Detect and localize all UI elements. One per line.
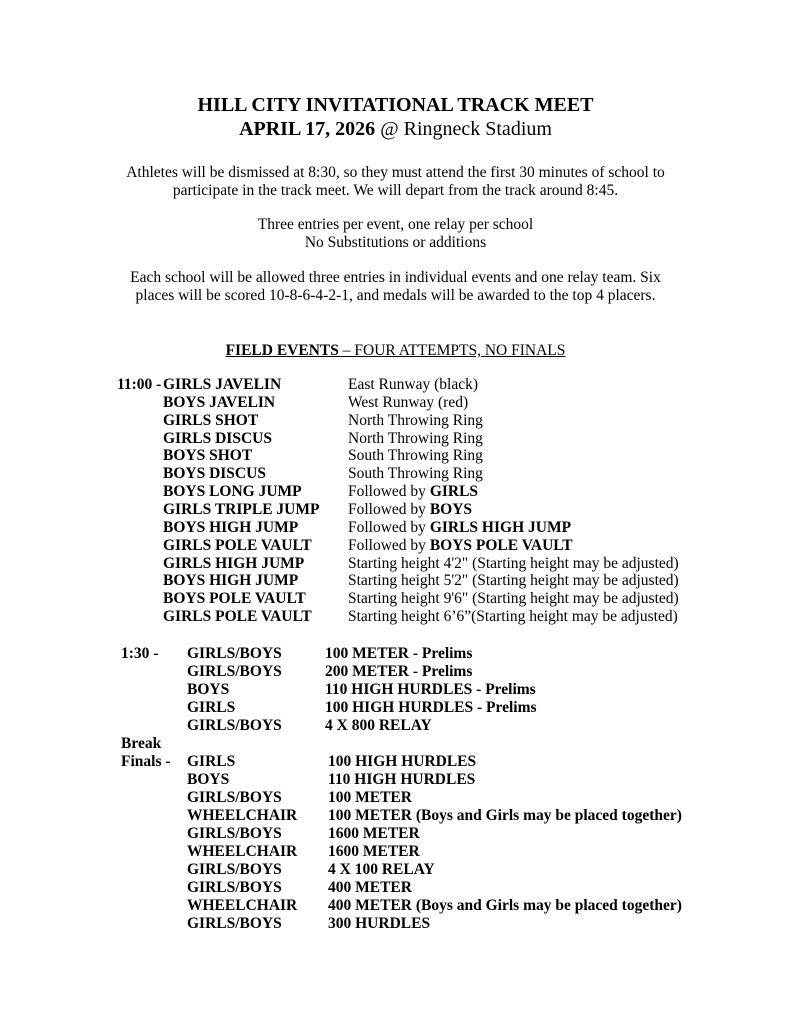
entries-paragraph <box>0 216 791 252</box>
prelim-event: 200 METER - Prelims <box>325 662 473 680</box>
final-group: GIRLS/BOYS <box>187 824 282 842</box>
field-event-location-text: West Runway (red) <box>348 393 469 411</box>
final-group: WHEELCHAIR <box>187 806 298 824</box>
final-event: 1600 METER <box>328 824 420 842</box>
final-group: GIRLS/BOYS <box>187 914 282 932</box>
field-event-location-text: Starting height 5'2" (Starting height may be adjusted) <box>348 572 679 590</box>
prelim-group: GIRLS/BOYS <box>187 662 282 680</box>
prelim-group: GIRLS/BOYS <box>187 716 282 734</box>
field-event-location-text: South Throwing Ring <box>348 465 483 483</box>
entries-line-1: Three entries per event, one relay per school <box>257 216 534 233</box>
field-event-name: BOYS HIGH JUMP <box>163 572 299 590</box>
field-event-location-followup: GIRLS <box>429 483 479 501</box>
field-events-heading-bold: FIELD EVENTS <box>225 342 339 359</box>
field-event-location-text: Followed by <box>348 518 430 536</box>
prelim-group: BOYS <box>187 680 230 698</box>
scoring-paragraph <box>0 269 791 305</box>
field-event-location-followup: BOYS <box>429 500 473 518</box>
final-group: GIRLS/BOYS <box>187 788 282 806</box>
field-event-name: GIRLS TRIPLE JUMP <box>163 500 320 518</box>
field-event-location-followup: BOYS POLE VAULT <box>429 536 573 554</box>
prelims-start-time: 1:30 - <box>121 645 159 662</box>
field-event-location <box>348 483 478 501</box>
prelim-event: 4 X 800 RELAY <box>325 716 432 734</box>
field-event-location-text: Followed by <box>348 500 430 518</box>
field-event-name: BOYS SHOT <box>163 447 253 465</box>
final-event: 400 METER (Boys and Girls may be placed together) <box>328 896 682 914</box>
meet-date: APRIL 17, 2026 <box>239 118 376 140</box>
field-event-location <box>348 412 483 430</box>
scoring-line-1: Each school will be allowed three entries in individual events and one relay team. Six <box>130 269 661 286</box>
field-event-location <box>348 519 571 537</box>
field-event-location-text: South Throwing Ring <box>348 447 483 465</box>
final-event: 100 METER (Boys and Girls may be placed together) <box>328 806 682 824</box>
prelim-event: 100 HIGH HURDLES - Prelims <box>325 698 537 716</box>
final-event: 1600 METER <box>328 842 420 860</box>
dismissal-line-1: Athletes will be dismissed at 8:30, so they must attend the first 30 minutes of school to <box>126 164 665 181</box>
field-event-name: GIRLS JAVELIN <box>163 376 282 393</box>
prelim-event: 100 METER - Prelims <box>325 645 473 662</box>
final-group: GIRLS/BOYS <box>187 878 282 896</box>
field-event-location <box>348 430 483 448</box>
field-event-name: GIRLS HIGH JUMP <box>163 554 305 572</box>
field-event-location <box>348 555 679 573</box>
field-events-start-time: 11:00 - <box>117 376 162 393</box>
field-event-location-text: Followed by <box>348 483 430 501</box>
meet-venue: @ Ringneck Stadium <box>375 118 552 140</box>
final-group: GIRLS/BOYS <box>187 860 282 878</box>
field-event-location <box>348 537 573 555</box>
field-event-location-text: North Throwing Ring <box>348 429 483 447</box>
field-event-name: BOYS POLE VAULT <box>163 590 306 608</box>
field-event-location-followup: GIRLS HIGH JUMP <box>429 518 572 536</box>
final-event: 100 HIGH HURDLES <box>328 753 477 770</box>
break-label: Break <box>121 735 162 752</box>
field-event-location-text: North Throwing Ring <box>348 411 483 429</box>
final-event: 300 HURDLES <box>328 914 431 932</box>
final-group: GIRLS <box>187 753 236 770</box>
scoring-line-2: places will be scored 10-8-6-4-2-1, and medals will be awarded to the top 4 placers. <box>135 287 656 304</box>
field-event-name: BOYS LONG JUMP <box>163 483 302 501</box>
dismissal-paragraph <box>0 164 791 200</box>
field-event-location <box>348 394 468 412</box>
field-event-location <box>348 608 678 626</box>
entries-line-2: No Substitutions or additions <box>304 234 487 251</box>
page-title <box>0 93 791 141</box>
final-event: 4 X 100 RELAY <box>328 860 435 878</box>
final-event: 110 HIGH HURDLES <box>328 770 476 788</box>
field-event-location <box>348 465 483 483</box>
final-group: WHEELCHAIR <box>187 842 298 860</box>
field-event-location <box>348 376 478 394</box>
final-event: 100 METER <box>328 788 412 806</box>
field-event-name: GIRLS SHOT <box>163 411 259 429</box>
field-event-name: GIRLS POLE VAULT <box>163 608 312 626</box>
field-events-heading <box>0 342 791 360</box>
field-event-name: BOYS DISCUS <box>163 465 266 483</box>
field-event-name: GIRLS POLE VAULT <box>163 536 312 554</box>
field-event-location-text: Starting height 6’6”(Starting height may be adjusted) <box>348 608 678 626</box>
field-event-location-text: Starting height 9'6" (Starting height may be adjusted) <box>348 590 679 608</box>
finals-label: Finals - <box>121 753 171 770</box>
dismissal-line-2: participate in the track meet. We will depart from the track around 8:45. <box>172 182 619 199</box>
title-line-2 <box>0 117 791 141</box>
final-group: BOYS <box>187 770 230 788</box>
field-event-name: BOYS JAVELIN <box>163 393 276 411</box>
title-line-1: HILL CITY INVITATIONAL TRACK MEET <box>197 94 594 116</box>
prelim-event: 110 HIGH HURDLES - Prelims <box>325 680 536 698</box>
final-group: WHEELCHAIR <box>187 896 298 914</box>
field-event-name: GIRLS DISCUS <box>163 429 272 447</box>
field-event-location <box>348 590 679 608</box>
field-event-location-text: Followed by <box>348 536 430 554</box>
field-event-location-text: Starting height 4'2" (Starting height may be adjusted) <box>348 554 679 572</box>
prelim-group: GIRLS <box>187 698 236 716</box>
prelim-group: GIRLS/BOYS <box>187 645 282 662</box>
field-event-location <box>348 447 483 465</box>
field-event-location-text: East Runway (black) <box>348 376 478 393</box>
final-event: 400 METER <box>328 878 412 896</box>
field-event-name: BOYS HIGH JUMP <box>163 518 299 536</box>
field-events-heading-rest: – FOUR ATTEMPTS, NO FINALS <box>338 342 566 359</box>
field-event-location <box>348 501 472 519</box>
field-event-location <box>348 572 679 590</box>
